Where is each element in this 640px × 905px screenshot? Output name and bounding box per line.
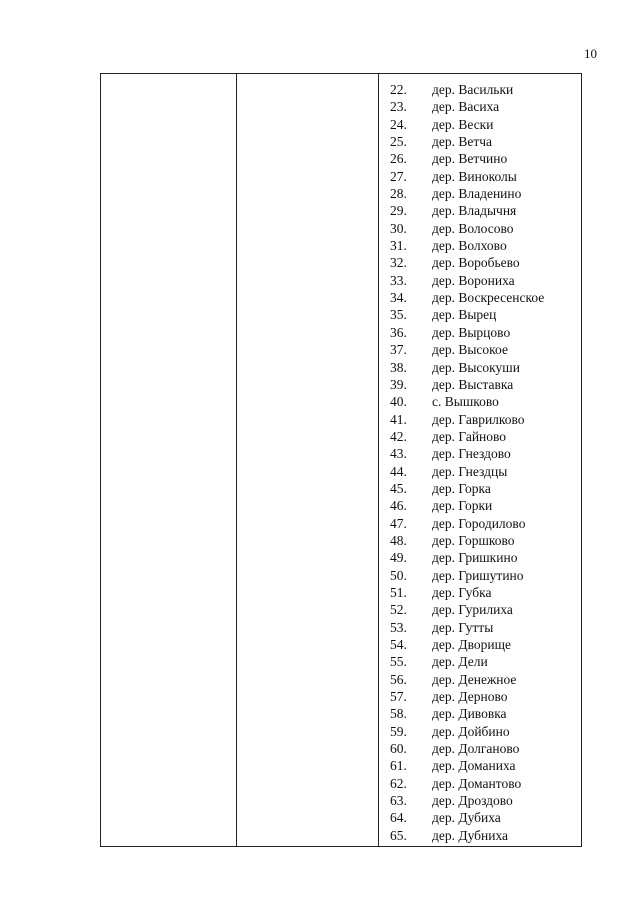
list-item (387, 567, 581, 584)
list-item (387, 688, 581, 705)
list-item (387, 341, 581, 358)
list-item (387, 220, 581, 237)
list-item (387, 393, 581, 410)
item-number: 27. (390, 168, 407, 184)
settlement-name: дер. Гришкино (432, 550, 518, 566)
settlement-name: дер. Горки (432, 498, 493, 514)
settlement-name: дер. Вески (432, 116, 494, 132)
list-item (387, 619, 581, 636)
settlement-name: дер. Дерново (432, 689, 508, 705)
item-number: 54. (390, 637, 407, 652)
settlement-name: дер. Ветча (432, 134, 493, 150)
settlements-table (100, 73, 582, 847)
list-item (387, 445, 581, 462)
settlement-name: дер. Васиха (432, 99, 500, 115)
settlement-name: дер. Городилово (432, 515, 526, 531)
item-number: 22. (390, 82, 407, 97)
item-number: 64. (390, 810, 407, 826)
list-item (387, 133, 581, 150)
settlement-name: дер. Губка (432, 584, 492, 600)
list-item (387, 809, 581, 826)
item-number: 63. (390, 793, 407, 809)
item-number: 48. (390, 532, 407, 548)
list-item (387, 202, 581, 219)
settlement-name: дер. Дубиха (432, 810, 501, 826)
item-number: 61. (390, 758, 407, 774)
list-item (387, 272, 581, 289)
column-divider (378, 74, 379, 846)
settlement-name: дер. Доманиха (432, 758, 516, 774)
settlement-name: дер. Высокуши (432, 359, 520, 375)
settlement-name: дер. Воробьево (432, 255, 520, 271)
list-item (387, 515, 581, 532)
item-number: 51. (390, 584, 407, 600)
settlement-name: с. Вышково (432, 394, 499, 410)
item-number: 45. (390, 480, 407, 496)
settlement-name: дер. Горка (432, 480, 491, 496)
settlement-name: дер. Домантово (432, 775, 522, 791)
settlement-name: дер. Ветчино (432, 151, 508, 167)
item-number: 41. (390, 411, 407, 427)
settlement-name: дер. Гнездцы (432, 463, 508, 479)
item-number: 34. (390, 290, 407, 306)
settlement-name: дер. Гришутино (432, 567, 524, 583)
list-item (387, 428, 581, 445)
item-number: 55. (390, 654, 407, 670)
settlement-name: дер. Волосово (432, 220, 514, 236)
item-number: 28. (390, 186, 407, 202)
item-number: 36. (390, 324, 407, 340)
list-item (387, 497, 581, 514)
item-number: 58. (390, 706, 407, 722)
settlement-name: дер. Гнездово (432, 446, 511, 462)
list-item (387, 463, 581, 480)
list-item (387, 359, 581, 376)
item-number: 43. (390, 446, 407, 462)
item-number: 60. (390, 741, 407, 757)
list-item (387, 81, 581, 98)
item-number: 29. (390, 203, 407, 219)
item-number: 39. (390, 376, 407, 392)
list-item (387, 636, 581, 653)
list-item (387, 480, 581, 497)
settlement-name: дер. Виноколы (432, 168, 517, 184)
item-number: 52. (390, 602, 407, 618)
list-item (387, 168, 581, 185)
settlement-name: дер. Васильки (432, 82, 514, 97)
item-number: 40. (390, 394, 407, 410)
settlement-name: дер. Гутты (432, 619, 494, 635)
settlement-name: дер. Воскресенское (432, 290, 545, 306)
item-number: 25. (390, 134, 407, 150)
item-number: 47. (390, 515, 407, 531)
item-number: 57. (390, 689, 407, 705)
settlement-name: дер. Дворище (432, 637, 511, 652)
page-number: 10 (584, 46, 597, 61)
list-item (387, 757, 581, 774)
list-item (387, 671, 581, 688)
list-item (387, 116, 581, 133)
list-item (387, 740, 581, 757)
list-item (387, 532, 581, 549)
list-item (387, 584, 581, 601)
settlement-name: дер. Денежное (432, 671, 517, 687)
list-item (387, 549, 581, 566)
settlement-name: дер. Гурилиха (432, 602, 513, 618)
list-item (387, 289, 581, 306)
list-item (387, 792, 581, 809)
list-item (387, 705, 581, 722)
settlement-name: дер. Вырцово (432, 324, 511, 340)
item-number: 23. (390, 99, 407, 115)
settlement-name: дер. Дубниха (432, 827, 509, 843)
settlement-name: дер. Дроздово (432, 793, 513, 809)
list-item (387, 376, 581, 393)
item-number: 46. (390, 498, 407, 514)
item-number: 24. (390, 116, 407, 132)
settlement-name: дер. Дели (432, 654, 488, 670)
settlement-name: дер. Долганово (432, 741, 520, 757)
settlement-name: дер. Ворониха (432, 272, 515, 288)
list-item (387, 775, 581, 792)
list-item (387, 98, 581, 115)
list-item (387, 653, 581, 670)
settlement-name: дер. Гаврилково (432, 411, 525, 427)
list-item (387, 324, 581, 341)
list-item (387, 827, 581, 844)
item-number: 32. (390, 255, 407, 271)
column-divider (236, 74, 237, 846)
item-number: 30. (390, 220, 407, 236)
settlement-name: дер. Владычня (432, 203, 517, 219)
item-number: 26. (390, 151, 407, 167)
settlement-name: дер. Дойбино (432, 723, 510, 739)
item-number: 33. (390, 272, 407, 288)
list-item (387, 237, 581, 254)
list-item (387, 723, 581, 740)
item-number: 62. (390, 775, 407, 791)
item-number: 35. (390, 307, 407, 323)
settlement-name: дер. Вырец (432, 307, 497, 323)
list-item (387, 306, 581, 323)
settlement-list (387, 81, 581, 844)
item-number: 50. (390, 567, 407, 583)
settlement-name: дер. Волхово (432, 238, 507, 254)
list-item (387, 601, 581, 618)
item-number: 38. (390, 359, 407, 375)
list-item (387, 185, 581, 202)
list-item (387, 411, 581, 428)
list-item (387, 254, 581, 271)
settlement-name: дер. Выставка (432, 376, 514, 392)
item-number: 59. (390, 723, 407, 739)
settlement-name: дер. Владенино (432, 186, 522, 202)
settlement-name: дер. Горшково (432, 532, 515, 548)
settlement-name: дер. Гайново (432, 428, 507, 444)
item-number: 56. (390, 671, 407, 687)
list-item (387, 150, 581, 167)
item-number: 42. (390, 428, 407, 444)
settlement-name: дер. Дивовка (432, 706, 507, 722)
item-number: 37. (390, 342, 407, 358)
item-number: 53. (390, 619, 407, 635)
settlement-name: дер. Высокое (432, 342, 508, 358)
item-number: 31. (390, 238, 407, 254)
item-number: 65. (390, 827, 407, 843)
item-number: 49. (390, 550, 407, 566)
item-number: 44. (390, 463, 407, 479)
